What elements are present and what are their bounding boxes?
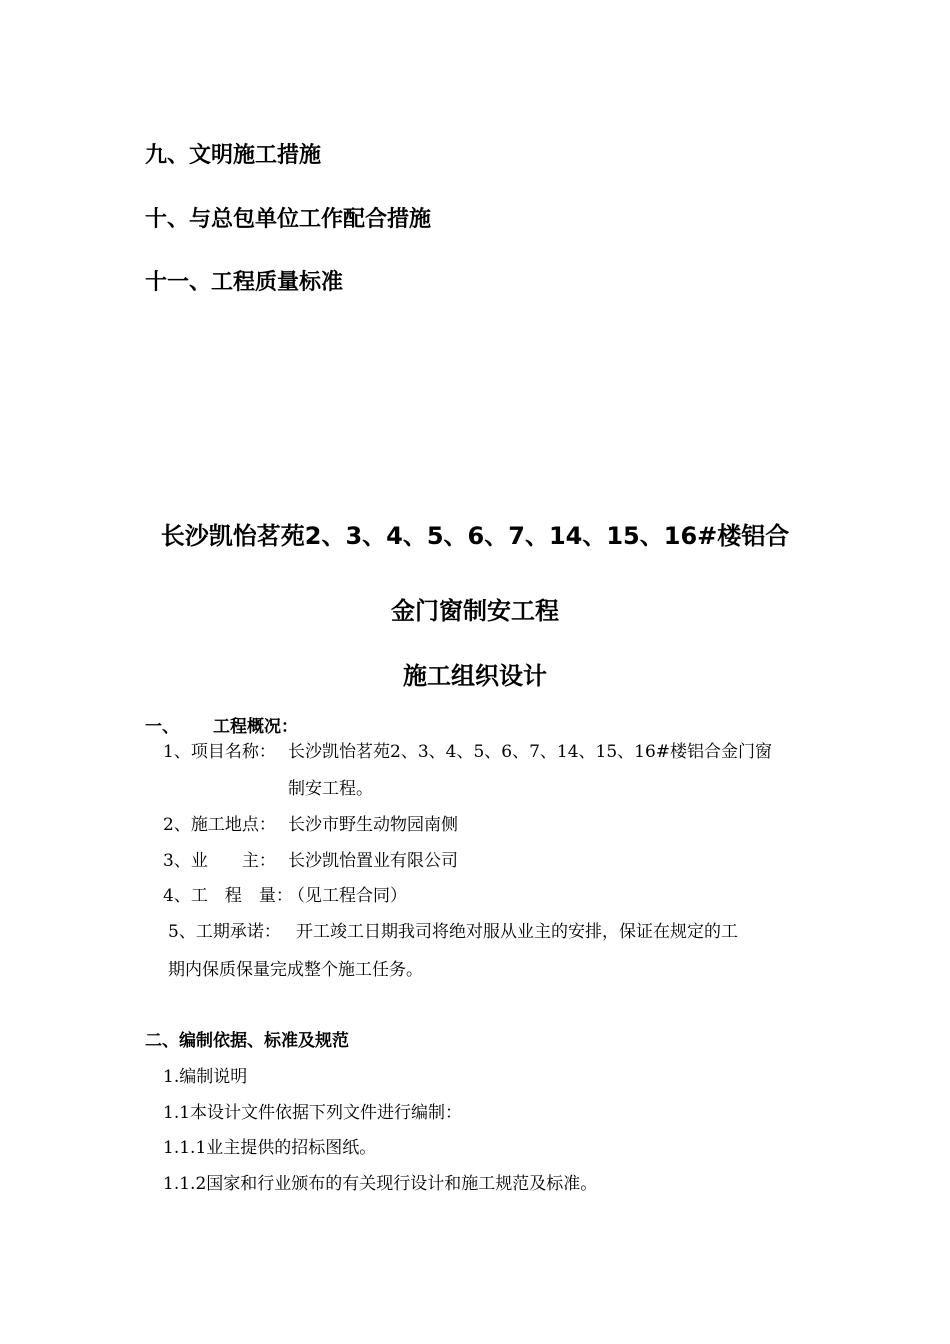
item5-label: 5、工期承诺： bbox=[168, 922, 281, 942]
toc-item-10: 十、与总包单位工作配合措施 bbox=[145, 207, 432, 232]
section1-number: 一、 bbox=[145, 717, 179, 737]
section1-heading: 工程概况： bbox=[213, 717, 298, 737]
item1-value-cont: 制安工程。 bbox=[288, 779, 373, 799]
document-title-line3: 施工组织设计 bbox=[403, 662, 547, 690]
item1-value: 长沙凯怡茗苑2、3、4、5、6、7、14、15、16#楼铝合金门窗 bbox=[288, 742, 773, 762]
section2-item-1-1: 1.1本设计文件依据下列文件进行编制： bbox=[163, 1103, 463, 1123]
section2-heading: 二、编制依据、标准及规范 bbox=[145, 1031, 349, 1051]
item4-label: 4、工 程 量： bbox=[163, 886, 293, 906]
item1-label: 1、项目名称： bbox=[163, 742, 276, 762]
item2-label: 2、施工地点： bbox=[163, 815, 276, 835]
item4-value: （见工程合同） bbox=[288, 886, 407, 906]
item5-value: 开工竣工日期我司将绝对服从业主的安排，保证在规定的工 bbox=[296, 922, 738, 942]
document-title-line1: 长沙凯怡茗苑2、3、4、5、6、7、14、15、16#楼铝合 bbox=[160, 522, 790, 550]
section2-item-1-1-2: 1.1.2国家和行业颁布的有关现行设计和施工规范及标准。 bbox=[163, 1174, 598, 1194]
toc-item-11: 十一、工程质量标准 bbox=[145, 270, 344, 295]
document-title-line2: 金门窗制安工程 bbox=[391, 597, 559, 625]
toc-item-9: 九、文明施工措施 bbox=[145, 143, 322, 168]
section2-item-1-1-1: 1.1.1业主提供的招标图纸。 bbox=[163, 1138, 377, 1158]
item3-value: 长沙凯怡置业有限公司 bbox=[288, 851, 458, 871]
item5-value-cont: 期内保质保量完成整个施工任务。 bbox=[168, 960, 423, 980]
section2-item-1: 1.编制说明 bbox=[163, 1067, 248, 1087]
item2-value: 长沙市野生动物园南侧 bbox=[288, 815, 458, 835]
item3-label: 3、业 主： bbox=[163, 851, 276, 871]
